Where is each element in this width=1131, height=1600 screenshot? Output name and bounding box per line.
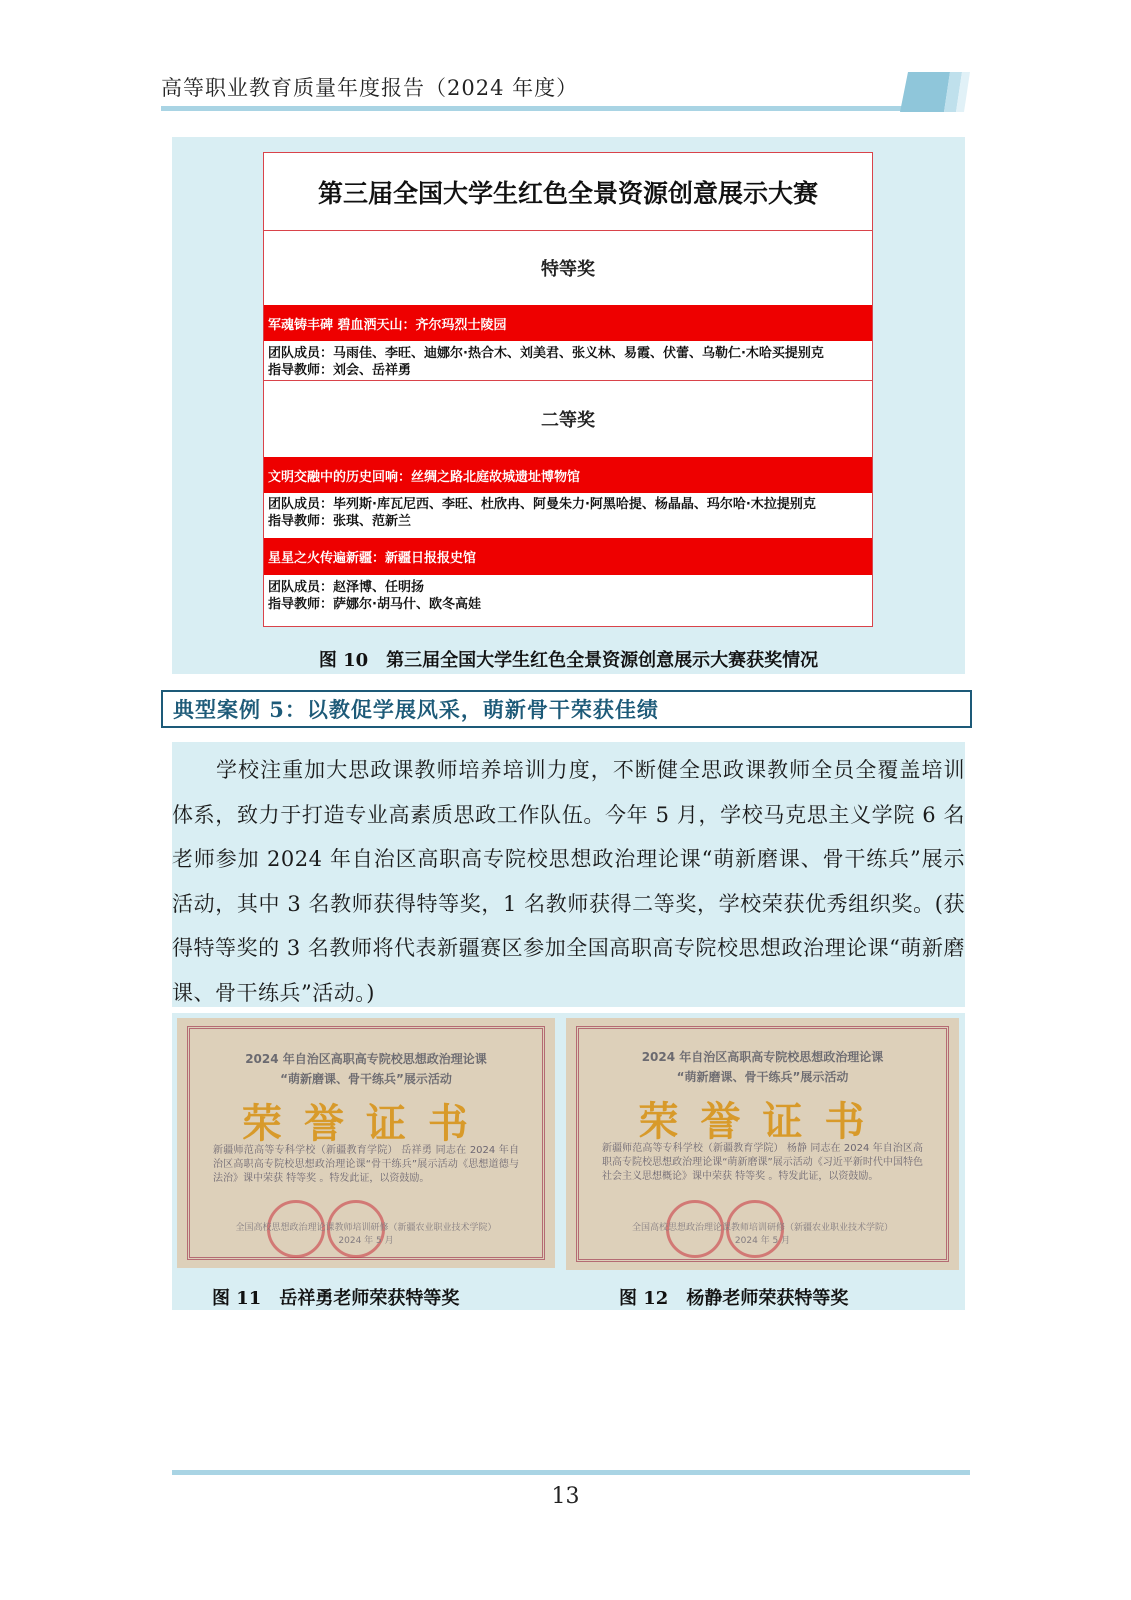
team-members: 团队成员：毕列斯·库瓦尼西、李旺、杜欣冉、阿曼朱力·阿黑哈提、杨晶晶、玛尔哈·木拉提别克 — [268, 497, 816, 512]
award-team-info — [264, 579, 872, 619]
award-project-title: 军魂铸丰碑 碧血洒天山：齐尔玛烈士陵园 — [264, 305, 872, 341]
certificate-photo — [566, 1018, 959, 1270]
award-team-info — [264, 345, 872, 381]
certificate-heading: 荣誉证书 — [638, 1099, 887, 1145]
award-level-special: 特等奖 — [541, 259, 595, 280]
figure-10-caption: 图 10 第三届全国大学生红色全景资源创意展示大赛获奖情况 — [318, 650, 819, 671]
footer-rule — [172, 1470, 970, 1475]
award-table-title: 第三届全国大学生红色全景资源创意展示大赛 — [264, 153, 872, 231]
certificate-body: 新疆师范高等专科学校（新疆教育学院） 杨静 同志在 2024 年自治区高职高专院校思想政治理论课“萌新磨课”展示活动《习近平新时代中国特色社会主义思想概论》课中荣获 特等奖 。特发此证，以资鼓励。 — [602, 1143, 923, 1182]
header-rule — [161, 106, 906, 111]
certificate-date: 2024 年 5 月 — [734, 1236, 791, 1246]
team-teachers: 指导教师：张琪、范新兰 — [268, 514, 412, 529]
team-members: 团队成员：赵泽博、任明扬 — [268, 580, 425, 595]
certificate-body: 新疆师范高等专科学校（新疆教育学院） 岳祥勇 同志在 2024 年自治区高职高专院校思想政治理论课“骨干练兵”展示活动《思想道德与法治》课中荣获 特等奖 。特发此证，以资鼓励。 — [213, 1145, 519, 1184]
award-table — [263, 152, 873, 627]
certificate-line2: “萌新磨课、骨干练兵”展示活动 — [280, 1072, 452, 1086]
figure-12-caption: 图 12 杨静老师荣获特等奖 — [619, 1288, 849, 1309]
certificate-heading: 荣誉证书 — [242, 1101, 490, 1147]
team-teachers: 指导教师：萨娜尔·胡马什、欧冬高娃 — [268, 597, 481, 612]
report-header-title: 高等职业教育质量年度报告（2024 年度） — [161, 76, 579, 100]
figure-11-caption: 图 11 岳祥勇老师荣获特等奖 — [212, 1288, 460, 1309]
certificate-line1: 2024 年自治区高职高专院校思想政治理论课 — [245, 1052, 487, 1066]
team-members: 团队成员：马雨佳、李旺、迪娜尔·热合木、刘美君、张义林、易霞、伏蕾、乌勒仁·木哈买提别克 — [268, 346, 824, 361]
award-project-title: 星星之火传遍新疆：新疆日报报史馆 — [264, 538, 872, 575]
award-team-info — [264, 496, 872, 532]
certificate-org: 全国高校思想政治理论课教师培训研修（新疆农业职业技术学院） — [631, 1223, 893, 1233]
certificate-org: 全国高校思想政治理论课教师培训研修（新疆农业职业技术学院） — [235, 1223, 497, 1233]
award-level-second: 二等奖 — [541, 410, 595, 431]
award-project-title: 文明交融中的历史回响：丝绸之路北庭故城遗址博物馆 — [264, 457, 872, 493]
certificate-date: 2024 年 5 月 — [338, 1236, 394, 1246]
body-paragraph: 学校注重加大思政课教师培养培训力度，不断健全思政课教师全员全覆盖培训体系，致力于打造专业高素质思政工作队伍。今年 5 月，学校马克思主义学院 6 名老师参加 2024 年自治区高职高专院校思想政治理论课“萌新磨课、骨干练兵”展示活动，其中 3 名教师获得特等奖，1 名教师获得二等奖，学校荣获优秀组织奖。(获得特等奖的 3 名教师将代表新疆赛区参加全国高职高专院校思想政治理论课“萌新磨课、骨干练兵”活动。) — [172, 758, 965, 1005]
case-heading: 典型案例 5：以教促学展风采，萌新骨干荣获佳绩 — [161, 690, 972, 728]
certificate-photo — [177, 1018, 555, 1268]
page-number: 13 — [551, 1484, 580, 1509]
certificate-line2: “萌新磨课、骨干练兵”展示活动 — [676, 1070, 849, 1084]
team-teachers: 指导教师：刘会、岳祥勇 — [268, 363, 412, 378]
header-decoration-icon — [900, 72, 970, 112]
certificate-line1: 2024 年自治区高职高专院校思想政治理论课 — [641, 1050, 884, 1064]
